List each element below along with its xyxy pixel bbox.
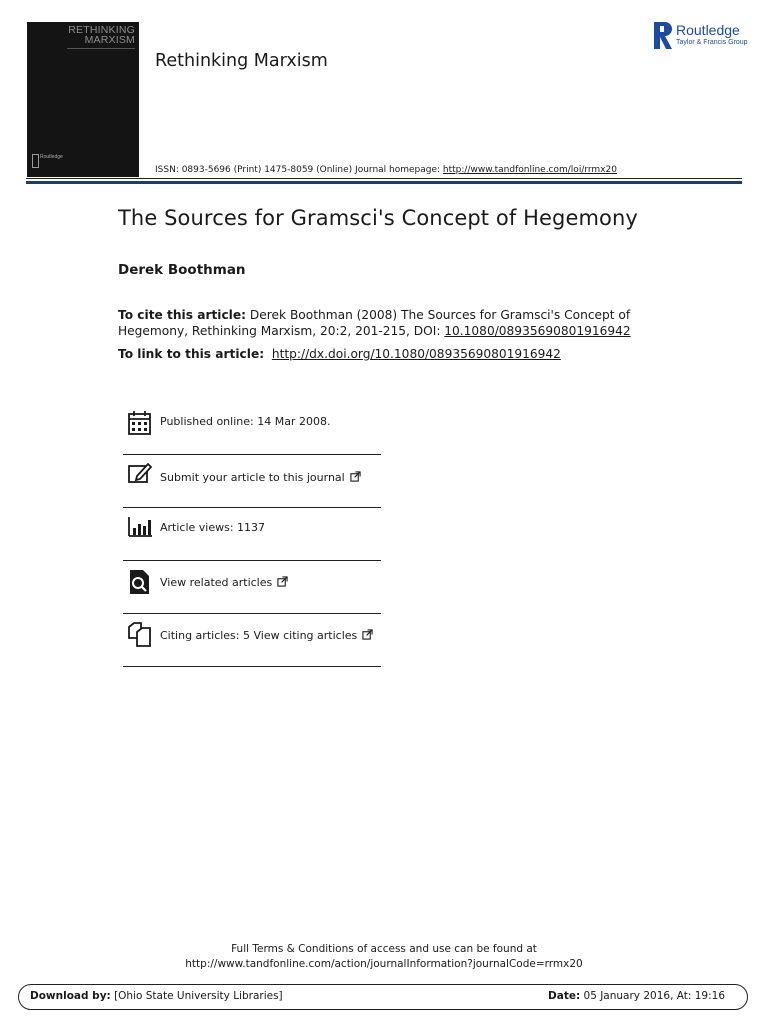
search-document-icon [127,569,153,595]
citing-link-label[interactable] [160,629,373,642]
terms-url[interactable]: http://www.tandfonline.com/action/journalInformation?journalCode=rrmx20 [185,957,583,970]
citation-block [118,307,678,339]
external-link-icon [350,471,361,482]
doi-link[interactable]: 10.1080/08935690801916942 [444,324,631,338]
article-author: Derek Boothman [118,262,246,278]
article-url-link[interactable]: http://dx.doi.org/10.1080/08935690801916942 [271,347,561,361]
header-divider-thick [26,181,742,184]
header-divider-thin [26,178,742,179]
citing-text[interactable]: Citing articles: 5 View citing articles [160,629,358,642]
download-label: Download by: [30,990,111,1002]
terms-notice [0,942,768,971]
related-row[interactable] [123,561,381,614]
journal-homepage-link[interactable]: http://www.tandfonline.com/loi/rrmx20 [442,165,617,175]
submit-text[interactable]: Submit your article to this journal [160,471,345,484]
views-row [123,508,381,561]
routledge-r-icon [654,22,672,49]
publisher-group: Taylor & Francis Group [676,39,748,46]
submit-link-label[interactable] [160,471,361,484]
journal-cover-image [27,22,139,177]
journal-name: Rethinking Marxism [155,51,328,71]
date-value: 05 January 2016, At: 19:16 [580,990,725,1002]
published-row [123,402,381,455]
cite-text: Derek Boothman (2008) The Sources for Gramsci's Concept of Hegemony, Rethinking Marxism, 20:2, 201-215, DOI: [118,308,631,338]
cover-title-line1: RETHINKING [68,24,135,36]
date-label: Date: [548,990,581,1002]
terms-line1: Full Terms & Conditions of access and use can be found at [231,943,537,955]
issn-line [155,165,617,175]
cover-title-line2: MARXISM [84,34,135,46]
routledge-logo [654,21,746,51]
bar-chart-icon [127,514,153,540]
download-by [30,990,283,1002]
download-info-bar [18,984,748,1010]
external-link-icon [362,629,373,640]
calendar-icon [127,410,153,436]
article-link-line [118,347,561,361]
download-value: [Ohio State University Libraries] [110,990,283,1002]
publisher-name: Routledge [676,22,740,38]
citing-documents-icon [127,622,153,648]
external-link-icon [277,576,288,587]
cover-subtitle-rule [67,48,135,49]
article-views: Article views: 1137 [160,521,266,534]
cover-logo-text: Routledge [40,154,63,160]
issn-text: ISSN: 0893-5696 (Print) 1475-8059 (Online) Journal homepage: [155,165,443,175]
submit-row[interactable] [123,455,381,508]
related-text[interactable]: View related articles [160,576,273,589]
citing-row[interactable] [123,614,381,667]
cite-label: To cite this article: [118,308,247,322]
download-date [548,990,725,1002]
link-label: To link to this article: [118,347,265,361]
cover-title [27,25,135,45]
article-title: The Sources for Gramsci's Concept of Hegemony [118,206,638,230]
info-divider [123,666,381,667]
cover-publisher-logo [32,154,72,168]
edit-icon [127,461,153,487]
related-link-label[interactable] [160,576,288,589]
cover-logo-mark [32,154,39,168]
published-date: Published online: 14 Mar 2008. [160,415,331,428]
